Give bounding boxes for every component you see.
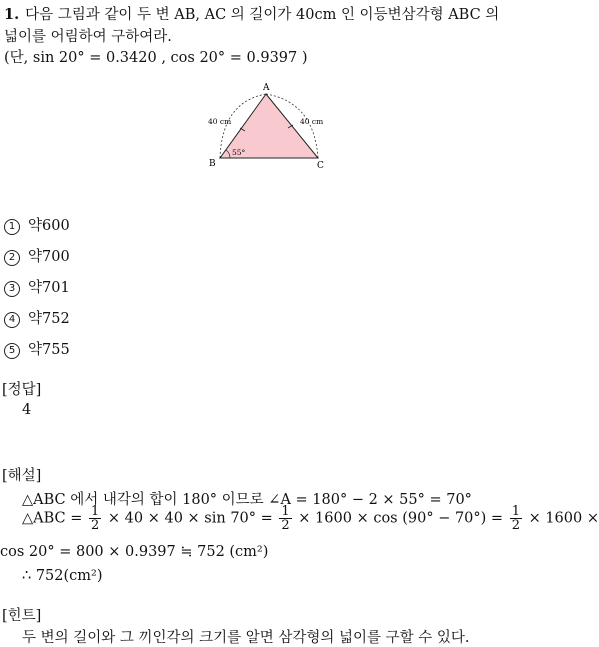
answer-heading: [정답] [2, 382, 42, 398]
expl-text-d: × 1600 × [528, 510, 599, 527]
option-1[interactable] [4, 214, 70, 235]
vertex-b: B [209, 159, 216, 169]
vertex-c: C [317, 161, 324, 171]
side-ab-length: 40 cm [208, 117, 232, 126]
fraction-numerator: 1 [511, 504, 520, 519]
fraction-numerator: 1 [281, 504, 290, 519]
fraction-numerator: 1 [91, 504, 100, 519]
option-number: 2 [4, 250, 20, 266]
question-line-1 [4, 4, 499, 26]
option-number: 3 [4, 281, 20, 297]
explanation-line-3: cos 20° = 800 × 0.9397 ≒ 752 (cm²) [0, 544, 269, 560]
side-ac-length: 40 cm [300, 117, 324, 126]
vertex-a: A [263, 83, 270, 93]
fraction-half [510, 505, 522, 532]
expl-text-b: × 40 × 40 × sin 70° = [107, 510, 273, 527]
option-text: 약700 [28, 249, 70, 265]
option-number: 5 [4, 343, 20, 359]
option-5[interactable] [4, 338, 70, 359]
expl-text-a: △ABC = [22, 510, 83, 527]
fraction-half [279, 505, 291, 532]
fraction-denominator: 2 [281, 518, 290, 533]
explanation-line-2 [22, 505, 599, 532]
angle-b-label: 55° [232, 148, 246, 157]
explanation-line-1: △ABC 에서 내각의 합이 180° 이므로 ∠A = 180° − 2 × 55° = 70° [22, 492, 472, 508]
question-number: 1. [4, 6, 20, 23]
option-4[interactable] [4, 307, 70, 328]
hint-heading: [힌트] [2, 608, 42, 624]
question-text-1: 다음 그림과 같이 두 변 AB, AC 의 길이가 40cm 인 이등변삼각형 ABC 의 [25, 7, 500, 23]
question-condition: (단, sin 20° = 0.3420 , cos 20° = 0.9397 ) [4, 50, 308, 66]
hint-text: 두 변의 길이와 그 끼인각의 크기를 알면 삼각형의 넓이를 구할 수 있다. [22, 630, 470, 646]
option-text: 약755 [28, 342, 70, 358]
fraction-denominator: 2 [511, 518, 520, 533]
option-number: 1 [4, 219, 20, 235]
expl-text-c: × 1600 × cos (90° − 70°) = [298, 510, 504, 527]
option-text: 약752 [28, 311, 70, 327]
triangle-figure [196, 80, 340, 176]
explanation-conclusion: ∴ 752(cm²) [22, 568, 103, 584]
question-text-2: 넓이를 어림하여 구하여라. [4, 29, 172, 45]
option-text: 약701 [28, 280, 70, 296]
option-text: 약600 [28, 218, 70, 234]
fraction-denominator: 2 [91, 518, 100, 533]
answer-value: 4 [22, 402, 32, 418]
fraction-half [89, 505, 101, 532]
explanation-heading: [해설] [2, 468, 42, 484]
option-3[interactable] [4, 276, 70, 297]
option-number: 4 [4, 312, 20, 328]
option-2[interactable] [4, 245, 70, 266]
